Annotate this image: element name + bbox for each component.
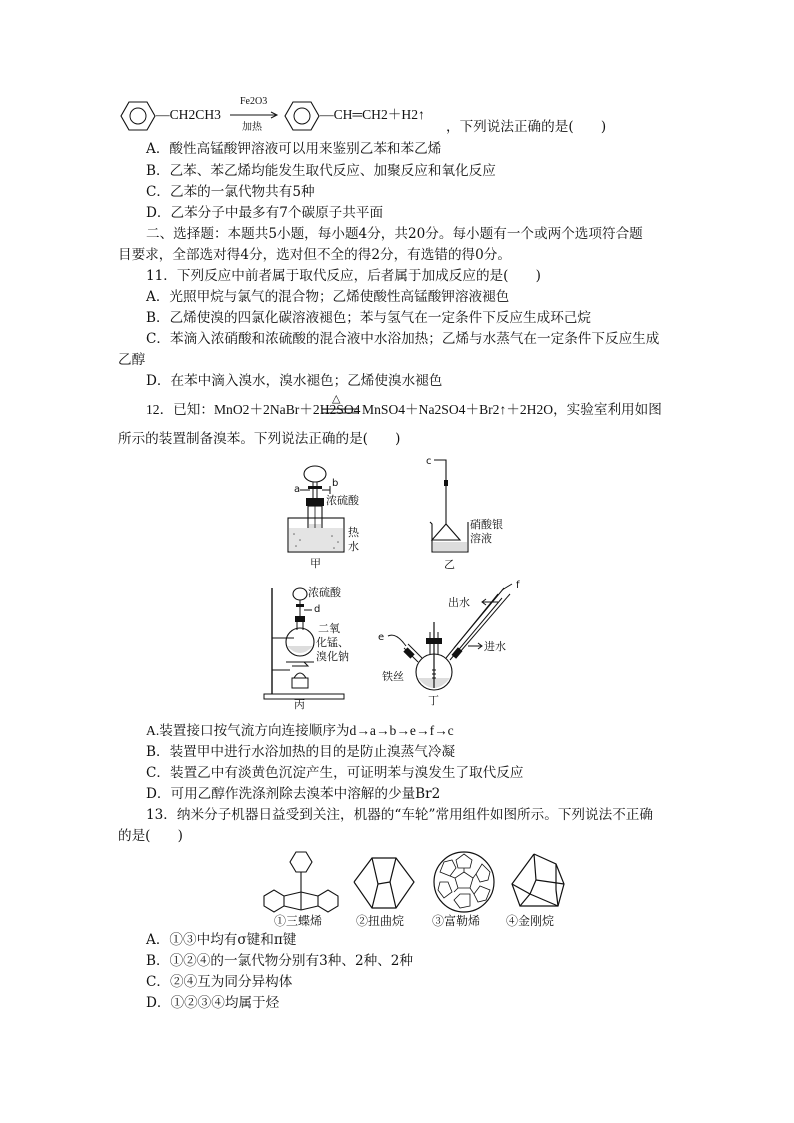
yi-label-reagent2: 溶液	[470, 532, 492, 545]
q11-option-c: C．苯滴入浓硝酸和浓硫酸的混合液中水浴加热；乙烯与水蒸气在一定条件下反应生成	[146, 331, 660, 347]
benzene-ring-left-icon	[120, 100, 156, 132]
q11-option-d: D．在苯中滴入溴水，溴水褪色；乙烯使溴水褪色	[146, 373, 443, 389]
q12-equals-sign-icon	[322, 408, 358, 414]
section2-line1: 二、选择题：本题共5小题，每小题4分，共20分。每小题有一个或两个选项符合题	[146, 226, 643, 242]
ding-caption: 丁	[428, 694, 439, 707]
ethyl-group: —CH2CH3	[156, 107, 221, 122]
adamantane-structure-icon	[506, 850, 570, 914]
q11-option-c-cont: 乙醇	[118, 352, 146, 368]
yi-label-c: c	[426, 456, 432, 467]
catalyst-label: Fe2O3	[240, 96, 268, 107]
ding-label-water-in: 进水	[484, 640, 506, 653]
jia-label-b: b	[332, 478, 339, 489]
fullerene-structure-icon	[432, 850, 496, 914]
q12-stem-a: 12．已知：MnO2＋2NaBr＋2H2SO4	[146, 402, 361, 417]
molecule-caption-4: ④金刚烷	[506, 914, 555, 928]
q13-option-a: A．①③中均有σ键和π键	[146, 932, 297, 948]
ding-label-f: f	[516, 580, 520, 591]
q12-heat-symbol: △	[332, 392, 341, 405]
q13-option-c: C．②④互为同分异构体	[146, 974, 293, 990]
ding-label-e: e	[378, 632, 385, 643]
molecule-caption-3: ③富勒烯	[432, 914, 481, 928]
ding-label-water-out: 出水	[448, 596, 470, 609]
q10-reaction	[118, 96, 448, 136]
q12-stem-c: 所示的装置制备溴苯。下列说法正确的是( )	[118, 431, 401, 447]
molecule-caption-2: ②扭曲烷	[356, 914, 405, 928]
q10-option-a: A．酸性高锰酸钾溶液可以用来鉴别乙苯和苯乙烯	[146, 141, 442, 157]
bing-label-d: d	[314, 604, 321, 615]
bing-label-s1: 二氧	[318, 622, 340, 635]
yi-label-reagent1: 硝酸银	[470, 518, 503, 531]
bing-label-s3: 溴化钠	[316, 650, 349, 663]
bing-caption: 丙	[294, 698, 305, 710]
q10-option-d: D．乙苯分子中最多有7个碳原子共平面	[146, 205, 384, 221]
apparatus-yi	[420, 454, 520, 572]
twistane-structure-icon	[352, 854, 418, 914]
apparatus-jia	[270, 462, 380, 572]
styrene-group: —CH═CH2＋H2↑	[320, 107, 425, 122]
q11-stem: 11．下列反应中前者属于取代反应，后者属于加成反应的是( )	[146, 268, 541, 284]
q12-option-a: A.装置接口按气流方向连接顺序为d→a→b→e→f→c	[146, 723, 454, 738]
section2-line2: 目要求，全部选对得4分，选对但不全的得2分，有选错的得0分。	[118, 247, 511, 263]
bing-label-acid: 浓硫酸	[308, 586, 341, 599]
q10-option-c: C．乙苯的一氯代物共有5种	[146, 184, 315, 200]
q10-stem-tail: ，下列说法正确的是( )	[446, 119, 607, 135]
jia-caption: 甲	[310, 557, 321, 570]
q13-stem-line1: 13．纳米分子机器日益受到关注，机器的“车轮”常用组件如图所示。下列说法不正确	[146, 807, 653, 823]
condition-label: 加热	[242, 122, 262, 133]
q12-stem-b: MnSO4＋Na2SO4＋Br2↑＋2H2O，实验室利用如图	[362, 402, 662, 417]
jia-label-water: 水	[348, 540, 359, 553]
q10-option-b: B．乙苯、苯乙烯均能发生取代反应、加聚反应和氧化反应	[146, 163, 496, 179]
ding-label-iron: 铁丝	[382, 670, 404, 683]
q13-option-d: D．①②③④均属于烃	[146, 995, 280, 1011]
apparatus-bing	[262, 582, 377, 710]
jia-label-hot: 热	[348, 526, 359, 539]
q13-option-b: B．①②④的一氯代物分别有3种、2种、2种	[146, 953, 414, 969]
q13-stem-line2: 的是( )	[118, 828, 183, 844]
jia-label-acid: 浓硫酸	[326, 494, 359, 507]
q12-option-c: C．装置乙中有淡黄色沉淀产生，可证明苯与溴发生了取代反应	[146, 765, 524, 781]
q11-option-a: A．光照甲烷与氯气的混合物；乙烯使酸性高锰酸钾溶液褪色	[146, 289, 510, 305]
q12-option-d: D．可用乙醇作洗涤剂除去溴苯中溶解的少量Br2	[146, 786, 441, 802]
triptycene-structure-icon	[262, 848, 342, 920]
molecule-caption-1: ①三蝶烯	[274, 914, 323, 928]
apparatus-ding	[378, 580, 528, 708]
q12-option-b: B．装置甲中进行水浴加热的目的是防止溴蒸气冷凝	[146, 744, 456, 760]
q11-option-b: B．乙烯使溴的四氯化碳溶液褪色；苯与氢气在一定条件下反应生成环己烷	[146, 310, 591, 326]
bing-label-s2: 化锰、	[316, 636, 349, 649]
jia-label-a: a	[294, 484, 301, 495]
benzene-ring-right-icon	[284, 100, 320, 132]
yi-caption: 乙	[444, 558, 455, 571]
